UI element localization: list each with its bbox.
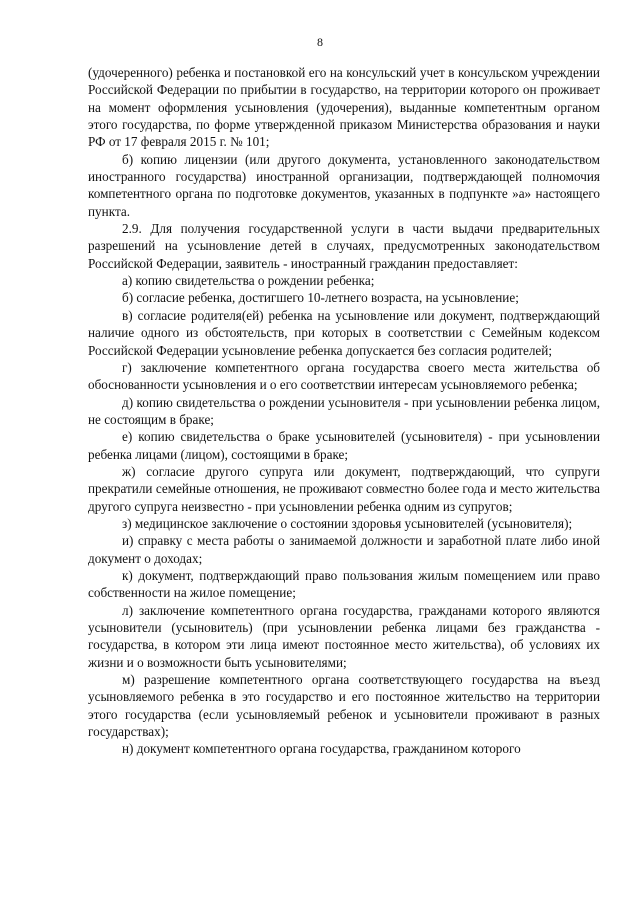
paragraph-item-i: и) справку с места работы о занимаемой должности и заработной плате либо иной документ о доходах; [88, 533, 600, 566]
paragraph-item-b: б) согласие ребенка, достигшего 10-летнего возраста, на усыновление; [122, 290, 519, 306]
paragraph-item-n: н) документ компетентного органа государства, гражданином которого [122, 741, 521, 757]
paragraph-item-v: в) согласие родителя(ей) ребенка на усыновление или документ, подтверждающий наличие одного из обстоятельств, при которых в соответствии с Семейным кодексом Российской Федерации усыновление ребенка допускается без согласия родителей; [88, 307, 600, 358]
paragraph-item-e: е) копию свидетельства о браке усыновителей (усыновителя) - при усыновлении ребенка лицами (лицом), состоящими в браке; [88, 429, 600, 462]
paragraph-item-k: к) документ, подтверждающий право пользования жилым помещением или право собственности на жилое помещение; [88, 567, 600, 601]
document-body [88, 64, 600, 758]
paragraph-item-d: д) копию свидетельства о рождении усыновителя - при усыновлении ребенка лицом, не состоящим в браке; [88, 394, 600, 427]
paragraph-item-z: з) медицинское заключение о состоянии здоровья усыновителей (усыновителя); [122, 515, 573, 531]
paragraph-continuation: (удочеренного) ребенка и постановкой его на консульский учет в консульском учреждении Российской Федерации по прибытии в государство, на территории которого он проживает на момент оформления усыновления (удочерения), выданные компетентным органом этого государства, по форме утвержденной приказом Министерства образования и науки РФ от 17 февраля 2015 г. № 101; [88, 65, 600, 150]
paragraph-item-l: л) заключение компетентного органа государства, гражданами которого являются усыновители (усыновитель) (при усыновлении ребенка лицами без гражданства - государства, в котором эти лица имеют постоянное место жительства), об условиях их жизни и о возможности быть усыновителями; [88, 602, 600, 670]
paragraph-item-b-license: б) копию лицензии (или другого документа, установленного законодательством иностранного государства) иностранной организации, подтверждающей полномочия компетентного органа по подготовке документов, указанных в подпункте »а» настоящего пункта. [88, 151, 600, 219]
page-number: 8 [317, 35, 323, 49]
paragraph-2-9: 2.9. Для получения государственной услуги в части выдачи предварительных разрешений на усыновление детей в случаях, предусмотренных законодательством Российской Федерации, заявитель - иностранный гражданин предоставляет: [88, 221, 600, 271]
paragraph-item-g: г) заключение компетентного органа государства своего места жительства об обоснованности усыновления и о его соответствии интересам усыновляемого ребенка; [88, 359, 600, 393]
paragraph-item-a: а) копию свидетельства о рождении ребенка; [122, 273, 375, 289]
paragraph-item-m: м) разрешение компетентного органа соответствующего государства на въезд усыновляемого ребенка в это государство и его постоянное жительство на территории этого государства (если усыновляемый ребенок и усыновители проживают в разных государствах); [88, 672, 600, 740]
paragraph-item-zh: ж) согласие другого супруга или документ, подтверждающий, что супруги прекратили семейные отношения, не проживают совместно более года и место жительства другого супруга неизвестно - при усыновлении ребенка одним из супругов; [88, 463, 600, 514]
